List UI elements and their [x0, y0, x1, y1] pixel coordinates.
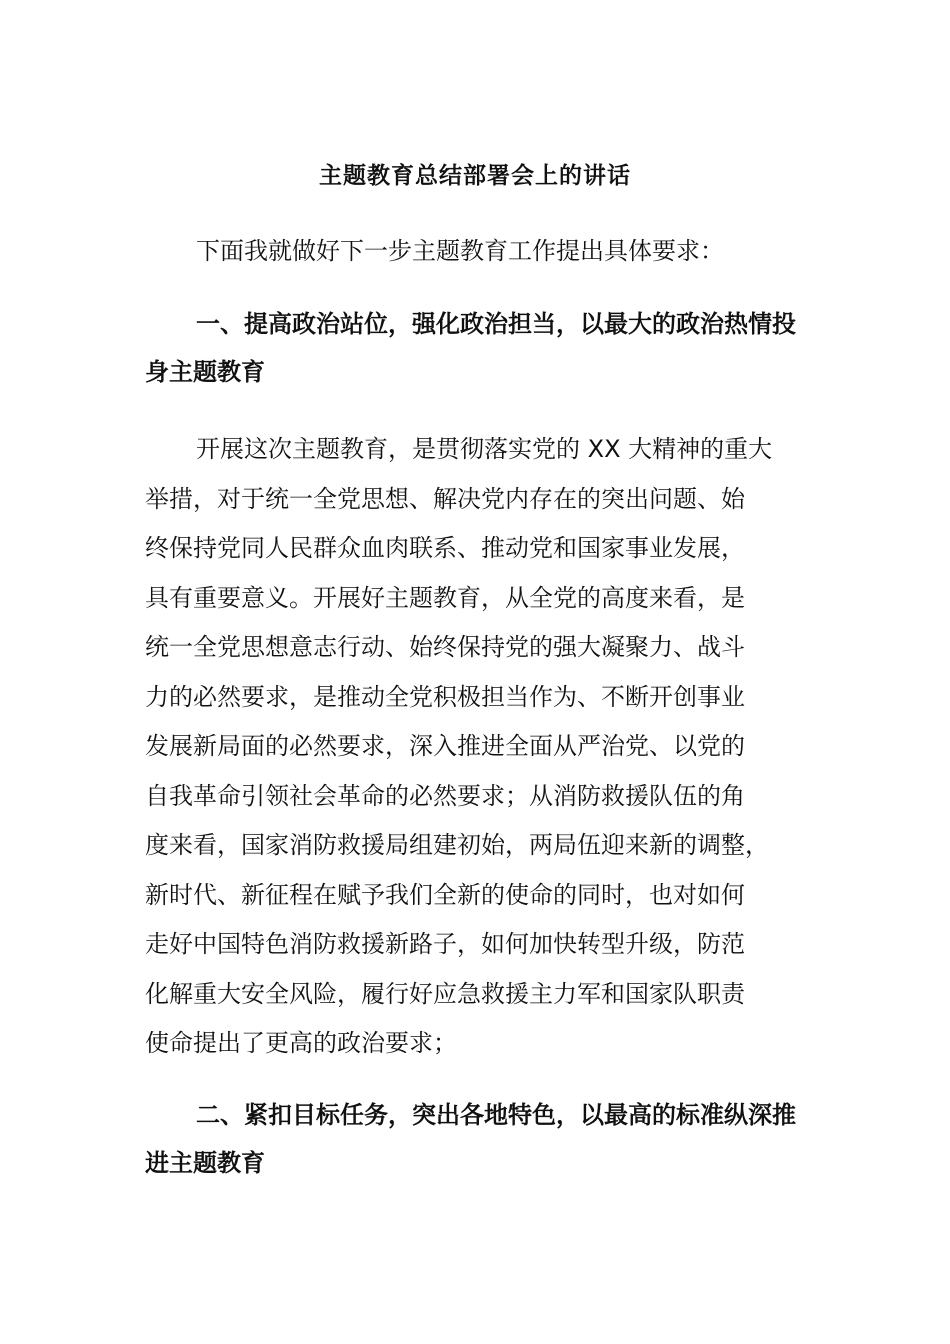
paragraph-line: 开展这次主题教育，是贯彻落实党的 XX 大精神的重大 [196, 435, 773, 463]
paragraph-line: 具有重要意义。开展好主题教育，从全党的高度来看，是 [145, 583, 745, 612]
paragraph-line: 力的必然要求，是推动全党积极担当作为、不断开创事业 [145, 682, 745, 711]
paragraph-line: 化解重大安全风险，履行好应急救援主力军和国家队职责 [145, 979, 745, 1008]
paragraph-line: 发展新局面的必然要求，深入推进全面从严治党、以党的 [145, 732, 745, 760]
paragraph-line: 自我革命引领社会革命的必然要求；从消防救援队伍的角 [145, 781, 745, 810]
paragraph-line: 统一全党思想意志行动、始终保持党的强大凝聚力、战斗 [145, 633, 745, 661]
paragraph-line: 终保持党同人民群众血肉联系、推动党和国家事业发展， [145, 534, 745, 562]
section-heading-2: 二、紧扣目标任务，突出各地特色，以最高的标准纵深推进主题教育 [145, 1101, 796, 1177]
body-paragraph-1 [145, 425, 810, 1069]
paragraph-line: 走好中国特色消防救援新路子，如何加快转型升级，防范 [145, 930, 745, 958]
section-heading-1: 一、提高政治站位，强化政治担当，以最大的政治热情投身主题教育 [145, 310, 796, 386]
paragraph-line: 举措，对于统一全党思想、解决党内存在的突出问题、始 [145, 484, 745, 513]
document-title: 主题教育总结部署会上的讲话 [319, 163, 631, 189]
paragraph-line: 新时代、新征程在赋予我们全新的使命的同时，也对如何 [145, 880, 745, 909]
paragraph-line: 使命提出了更高的政治要求； [145, 1029, 457, 1057]
paragraph-line: 度来看，国家消防救援局组建初始，两局伍迎来新的调整， [145, 831, 769, 859]
intro-paragraph: 下面我就做好下一步主题教育工作提出具体要求： [196, 237, 724, 265]
